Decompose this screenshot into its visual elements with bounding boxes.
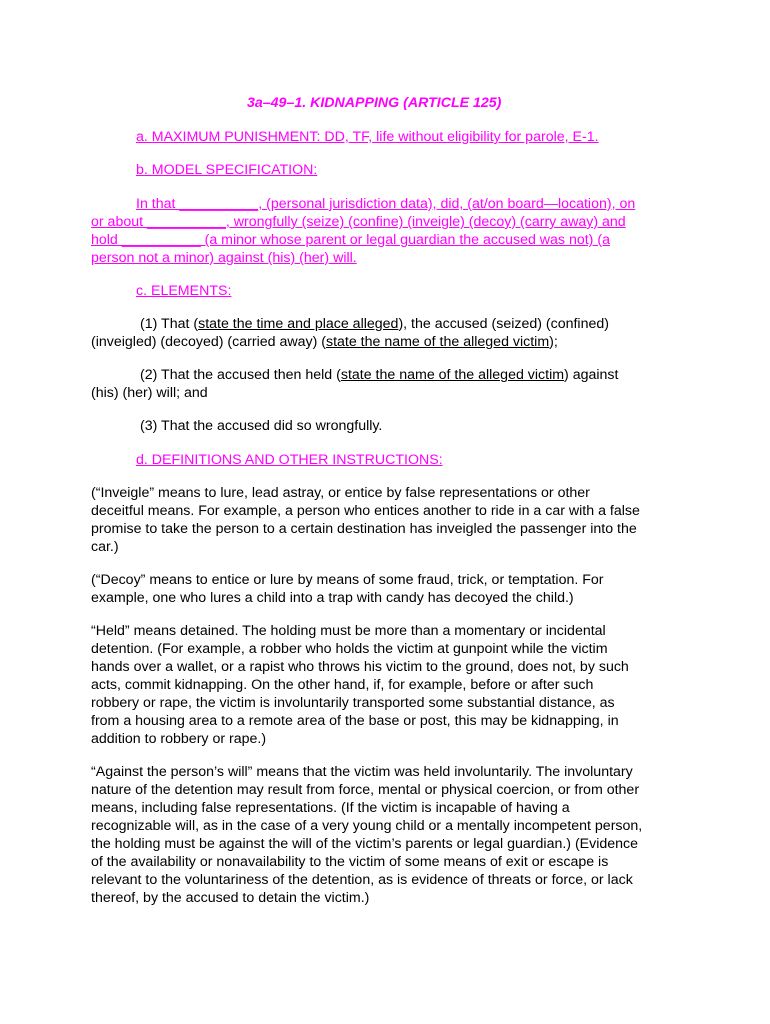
definition-held-line: hands over a wallet, or a rapist who throws his victim to the ground, does not, by such xyxy=(91,659,629,675)
definition-held-line: addition to robbery or rape.) xyxy=(91,731,267,747)
section-d-heading: d. DEFINITIONS AND OTHER INSTRUCTIONS: xyxy=(136,452,443,468)
spec-line-4: person not a minor) against (his) (her) will. xyxy=(91,250,357,266)
definition-held-line: robbery or rape, the victim is involuntarily transported some substantial distance, as xyxy=(91,695,615,711)
element-1-text: ), the accused (seized) (confined) xyxy=(398,316,609,332)
spec-line-1: In that __________, (personal jurisdiction data), did, (at/on board—location), on xyxy=(136,196,636,212)
element-3: (3) That the accused did so wrongfully. xyxy=(140,418,383,434)
definition-held-line: acts, commit kidnapping. On the other hand, if, for example, before or after such xyxy=(91,677,594,693)
element-2-text: (2) That the accused then held ( xyxy=(140,367,341,383)
element-2-placeholder-victim: state the name of the alleged victim xyxy=(340,367,565,383)
definition-held-line: detention. (For example, a robber who holds the victim at gunpoint while the victim xyxy=(91,641,608,657)
definition-held-line: “Held” means detained. The holding must be more than a momentary or incidental xyxy=(91,623,606,639)
section-c-heading: c. ELEMENTS: xyxy=(136,283,232,299)
element-1-placeholder-time-place: state the time and place alleged xyxy=(198,316,399,332)
element-1-text: (inveigled) (decoyed) (carried away) ( xyxy=(91,334,326,350)
element-1-line-2 xyxy=(91,333,558,351)
definition-inveigle-line: deceitful means. For example, a person who entices another to ride in a car with a false xyxy=(91,503,640,519)
definition-against-will-line: means, including false representations. (If the victim is incapable of having a xyxy=(91,800,570,816)
definition-against-will-line: nature of the detention may result from force, mental or physical coercion, or from other xyxy=(91,782,640,798)
definition-against-will-line: thereof, by the accused to detain the victim.) xyxy=(91,890,370,906)
section-b-heading: b. MODEL SPECIFICATION: xyxy=(136,162,318,178)
definition-inveigle-line: (“Inveigle” means to lure, lead astray, or entice by false representations or other xyxy=(91,485,590,501)
definition-against-will-line: of the availability or nonavailability to the victim of some means of exit or escape is xyxy=(91,854,609,870)
element-1-text: (1) That ( xyxy=(140,316,199,332)
spec-line-2: or about __________, wrongfully (seize) (confine) (inveigle) (decoy) (carry away) and xyxy=(91,214,626,230)
page-title: 3a–49–1. KIDNAPPING (ARTICLE 125) xyxy=(247,95,502,111)
definition-against-will-line: relevant to the voluntariness of the detention, as is evidence of threats or force, or lack xyxy=(91,872,633,888)
element-2-line-1 xyxy=(140,366,618,384)
element-2-line-2: (his) (her) will; and xyxy=(91,385,208,401)
spec-line-3: hold __________ (a minor whose parent or legal guardian the accused was not) (a xyxy=(91,232,610,248)
definition-decoy-line: example, one who lures a child into a trap with candy has decoyed the child.) xyxy=(91,590,574,606)
section-a-maximum-punishment: a. MAXIMUM PUNISHMENT: DD, TF, life without eligibility for parole, E-1. xyxy=(136,129,599,145)
definition-against-will-line: “Against the person’s will” means that the victim was held involuntarily. The involuntary xyxy=(91,764,633,780)
definition-inveigle-line: car.) xyxy=(91,539,119,555)
element-1-text: ); xyxy=(549,334,558,350)
definition-against-will-line: the holding must be against the will of the victim’s parents or legal guardian.) (Evidence xyxy=(91,836,639,852)
definition-held-line: from a housing area to a remote area of the base or post, this may be kidnapping, in xyxy=(91,713,619,729)
definition-decoy-line: (“Decoy” means to entice or lure by means of some fraud, trick, or temptation. For xyxy=(91,572,604,588)
definition-inveigle-line: promise to take the person to a certain destination has inveigled the passenger into the xyxy=(91,521,637,537)
element-2-text: ) against xyxy=(564,367,619,383)
element-1-line-1 xyxy=(140,315,609,333)
element-1-placeholder-victim: state the name of the alleged victim xyxy=(325,334,550,350)
definition-against-will-line: recognizable will, as in the case of a very young child or a mentally incompetent person, xyxy=(91,818,643,834)
